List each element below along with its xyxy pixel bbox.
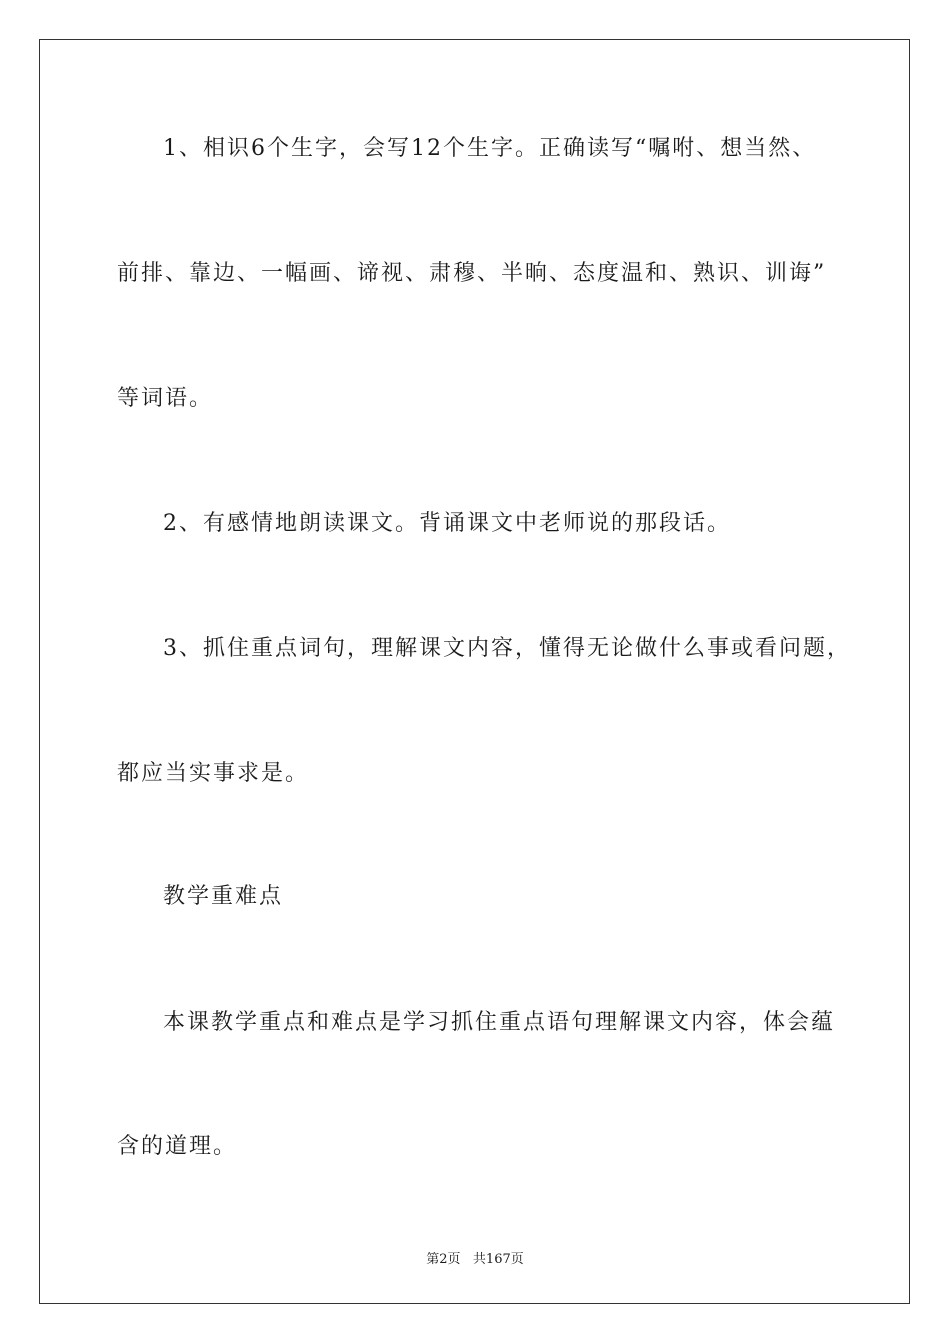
page-footer — [0, 1248, 950, 1267]
key-points-line-1: 本课教学重点和难点是学习抓住重点语句理解课文内容，体会蕴 — [163, 1010, 836, 1035]
objective-1-line-2: 前排、靠边、一幅画、谛视、肃穆、半晌、态度温和、熟识、训诲” — [117, 261, 827, 286]
objective-3-line-2: 都应当实事求是。 — [117, 761, 310, 786]
objective-3-line-1: 3、抓住重点词句，理解课文内容，懂得无论做什么事或看问题， — [163, 636, 851, 661]
total-pages: 共167页 — [472, 1252, 524, 1267]
objective-1-line-1: 1、相识6个生字，会写12个生字。正确读写“嘱咐、想当然、 — [163, 136, 817, 161]
section-heading: 教学重难点 — [163, 884, 284, 909]
objective-2: 2、有感情地朗读课文。背诵课文中老师说的那段话。 — [163, 511, 731, 536]
page-border — [39, 39, 910, 1304]
objective-1-line-3: 等词语。 — [117, 386, 214, 411]
page-number: 第2页 — [426, 1252, 461, 1267]
key-points-line-2: 含的道理。 — [117, 1134, 238, 1159]
